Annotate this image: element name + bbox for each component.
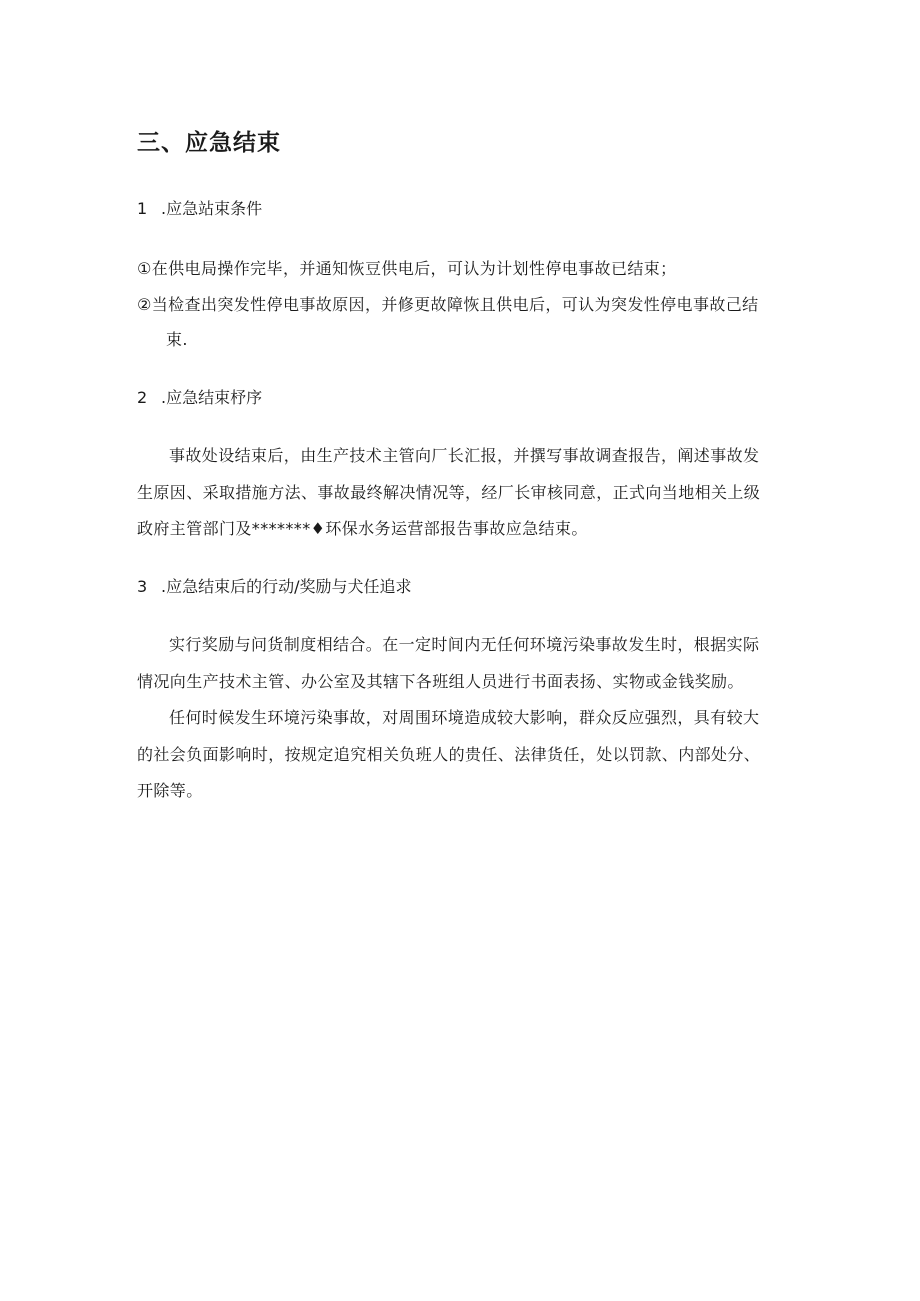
- subsection-3-line-1: 实行奖励与问货制度相结合。在一定时间内无任何环境污染事故发生时，根据实际: [169, 635, 760, 654]
- subsection-2-line-2: 生原因、采取措施方法、事故最终解决情况等，经厂长审核同意，正式向当地相关上级: [137, 483, 761, 502]
- subsection-1-line-1: ①在供电局操作完毕，并通知恢豆供电后，可认为计划性停电事故已结束；: [137, 259, 677, 278]
- subsection-2-line-3: 政府主管部门及*******♦环保水务运营部报告事故应急结束。: [137, 519, 588, 538]
- subsection-1-line-3: 束.: [166, 330, 188, 349]
- section-heading: 三、应急结束: [137, 130, 281, 156]
- subsection-3-line-2: 情况向生产技术主管、办公室及其辖下各班组人员进行书面表扬、实物或金钱奖励。: [137, 672, 744, 691]
- subsection-1-heading: [137, 196, 262, 219]
- subsection-3-title: .应急结束后的行动/奖励与犬任追求: [161, 577, 412, 596]
- subsection-2-heading: [137, 385, 262, 408]
- subsection-2-number: 2: [137, 388, 148, 407]
- subsection-3-line-5: 开除等。: [137, 781, 203, 800]
- subsection-3-line-3: 任何时候发生环境污染事故，对周围环境造成较大影响，群众反应强烈，具有较大: [169, 708, 760, 727]
- subsection-3-number: 3: [137, 577, 148, 596]
- subsection-1-line-2: ②当检查出突发性停电事故原因，并修更故障恢且供电后，可认为突发性停电事故己结: [137, 295, 759, 314]
- subsection-1-number: 1: [137, 199, 148, 218]
- subsection-2-line-1: 事故处设结束后，由生产技术主管向厂长汇报，并撰写事故调查报告，阐述事故发: [169, 446, 760, 465]
- subsection-3-heading: [137, 574, 411, 597]
- subsection-1-title: .应急站束条件: [161, 199, 263, 218]
- subsection-2-title: .应急结束杼序: [161, 388, 263, 407]
- subsection-3-line-4: 的社会负面影响时，按规定追究相关负班人的贵任、法律货任，处以罚款、内部处分、: [137, 745, 761, 764]
